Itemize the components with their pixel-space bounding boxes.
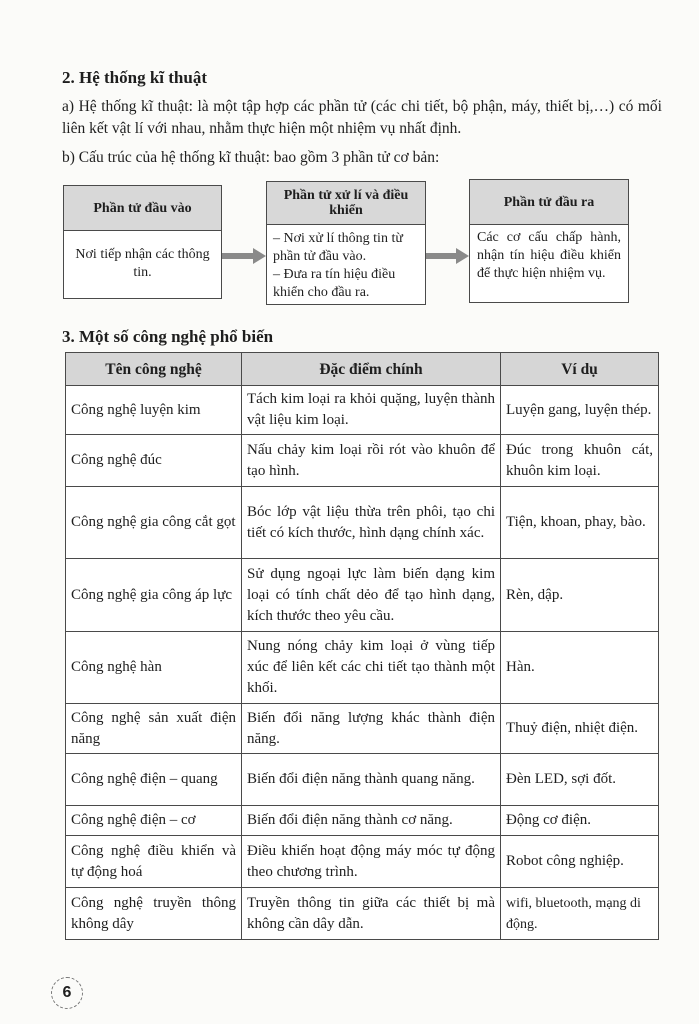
tech-example-cell: Động cơ điện. (501, 806, 659, 836)
tech-example-cell: Rèn, dập. (501, 559, 659, 632)
tech-example-cell: Thuỷ điện, nhiệt điện. (501, 704, 659, 754)
tech-feature-cell: Điều khiển hoạt động máy móc tự động theo chương trình. (242, 836, 501, 888)
page-number: 6 (51, 977, 83, 1009)
tech-name-cell: Công nghệ đúc (66, 435, 242, 487)
tech-name-cell: Công nghệ truyền thông không dây (66, 888, 242, 940)
section-2-title: 2. Hệ thống kĩ thuật (62, 68, 207, 87)
table-row (66, 435, 659, 487)
tech-example-cell: Hàn. (501, 632, 659, 704)
tech-name-cell: Công nghệ gia công cắt gọt (66, 487, 242, 559)
tech-feature-cell: Tách kim loại ra khỏi quặng, luyện thành vật liệu kim loại. (242, 386, 501, 435)
tech-example-cell: Đúc trong khuôn cát, khuôn kim loại. (501, 435, 659, 487)
table-row (66, 704, 659, 754)
tech-feature-cell: Biến đổi điện năng thành quang năng. (242, 754, 501, 806)
tech-name-cell: Công nghệ điện – quang (66, 754, 242, 806)
tech-name-cell: Công nghệ gia công áp lực (66, 559, 242, 632)
process-element-title: Phần tử xử lí và điều khiển (267, 182, 425, 225)
table-row (66, 632, 659, 704)
tech-feature-cell: Nung nóng chảy kim loại ở vùng tiếp xúc để liên kết các chi tiết tạo thành một khối. (242, 632, 501, 704)
tech-feature-cell: Biến đổi năng lượng khác thành điện năng. (242, 704, 501, 754)
table-row (66, 559, 659, 632)
column-header-features: Đặc điểm chính (242, 353, 501, 386)
structure-paragraph: b) Cấu trúc của hệ thống kĩ thuật: bao gồm 3 phần tử cơ bản: (62, 149, 440, 166)
tech-feature-cell: Nấu chảy kim loại rồi rót vào khuôn để tạo hình. (242, 435, 501, 487)
tech-feature-cell: Biến đổi điện năng thành cơ năng. (242, 806, 501, 836)
tech-name-cell: Công nghệ điều khiển và tự động hoá (66, 836, 242, 888)
tech-feature-cell: Sử dụng ngoại lực làm biến dạng kim loại có tính chất dẻo để tạo hình dạng, kích thước theo yêu cầu. (242, 559, 501, 632)
column-header-name: Tên công nghệ (66, 353, 242, 386)
table-row (66, 806, 659, 836)
output-element-body: Các cơ cấu chấp hành, nhận tín hiệu điều khiển để thực hiện nhiệm vụ. (477, 230, 621, 281)
tech-example-cell: Robot công nghiệp. (501, 836, 659, 888)
column-header-examples: Ví dụ (501, 353, 659, 386)
tech-name-cell: Công nghệ điện – cơ (66, 806, 242, 836)
tech-example-cell: wifi, bluetooth, mạng di động. (501, 888, 659, 940)
process-element-box (266, 181, 426, 305)
input-element-body: Nơi tiếp nhận các thông tin. (75, 247, 210, 280)
output-element-title: Phần tử đầu ra (470, 180, 628, 225)
output-element-box (469, 179, 629, 303)
tech-name-cell: Công nghệ sản xuất điện năng (66, 704, 242, 754)
tech-name-cell: Công nghệ luyện kim (66, 386, 242, 435)
tech-feature-cell: Truyền thông tin giữa các thiết bị mà không cần dây dẫn. (242, 888, 501, 940)
tech-example-cell: Luyện gang, luyện thép. (501, 386, 659, 435)
table-row (66, 836, 659, 888)
table-row (66, 888, 659, 940)
arrow-input-to-process (222, 248, 267, 264)
table-header-row (66, 353, 659, 386)
tech-example-cell: Đèn LED, sợi đốt. (501, 754, 659, 806)
definition-paragraph: a) Hệ thống kĩ thuật: là một tập hợp các phần tử (các chi tiết, bộ phận, máy, thiết bị,…) có mối liên kết vật lí với nhau, nhằm thực hiện một nhiệm vụ nhất định. (62, 98, 662, 137)
tech-feature-cell: Bóc lớp vật liệu thừa trên phôi, tạo chi tiết có kích thước, hình dạng chính xác. (242, 487, 501, 559)
input-element-box (63, 185, 222, 299)
technology-table (65, 352, 659, 940)
table-row (66, 487, 659, 559)
tech-example-cell: Tiện, khoan, phay, bào. (501, 487, 659, 559)
table-row (66, 386, 659, 435)
arrow-process-to-output (426, 248, 470, 264)
table-row (66, 754, 659, 806)
section-3-title: 3. Một số công nghệ phổ biến (62, 327, 274, 346)
tech-name-cell: Công nghệ hàn (66, 632, 242, 704)
input-element-title: Phần tử đầu vào (64, 186, 221, 231)
process-element-body: – Nơi xử lí thông tin từ phần tử đầu vào. – Đưa ra tín hiệu điều khiển cho đầu ra. (273, 231, 403, 300)
